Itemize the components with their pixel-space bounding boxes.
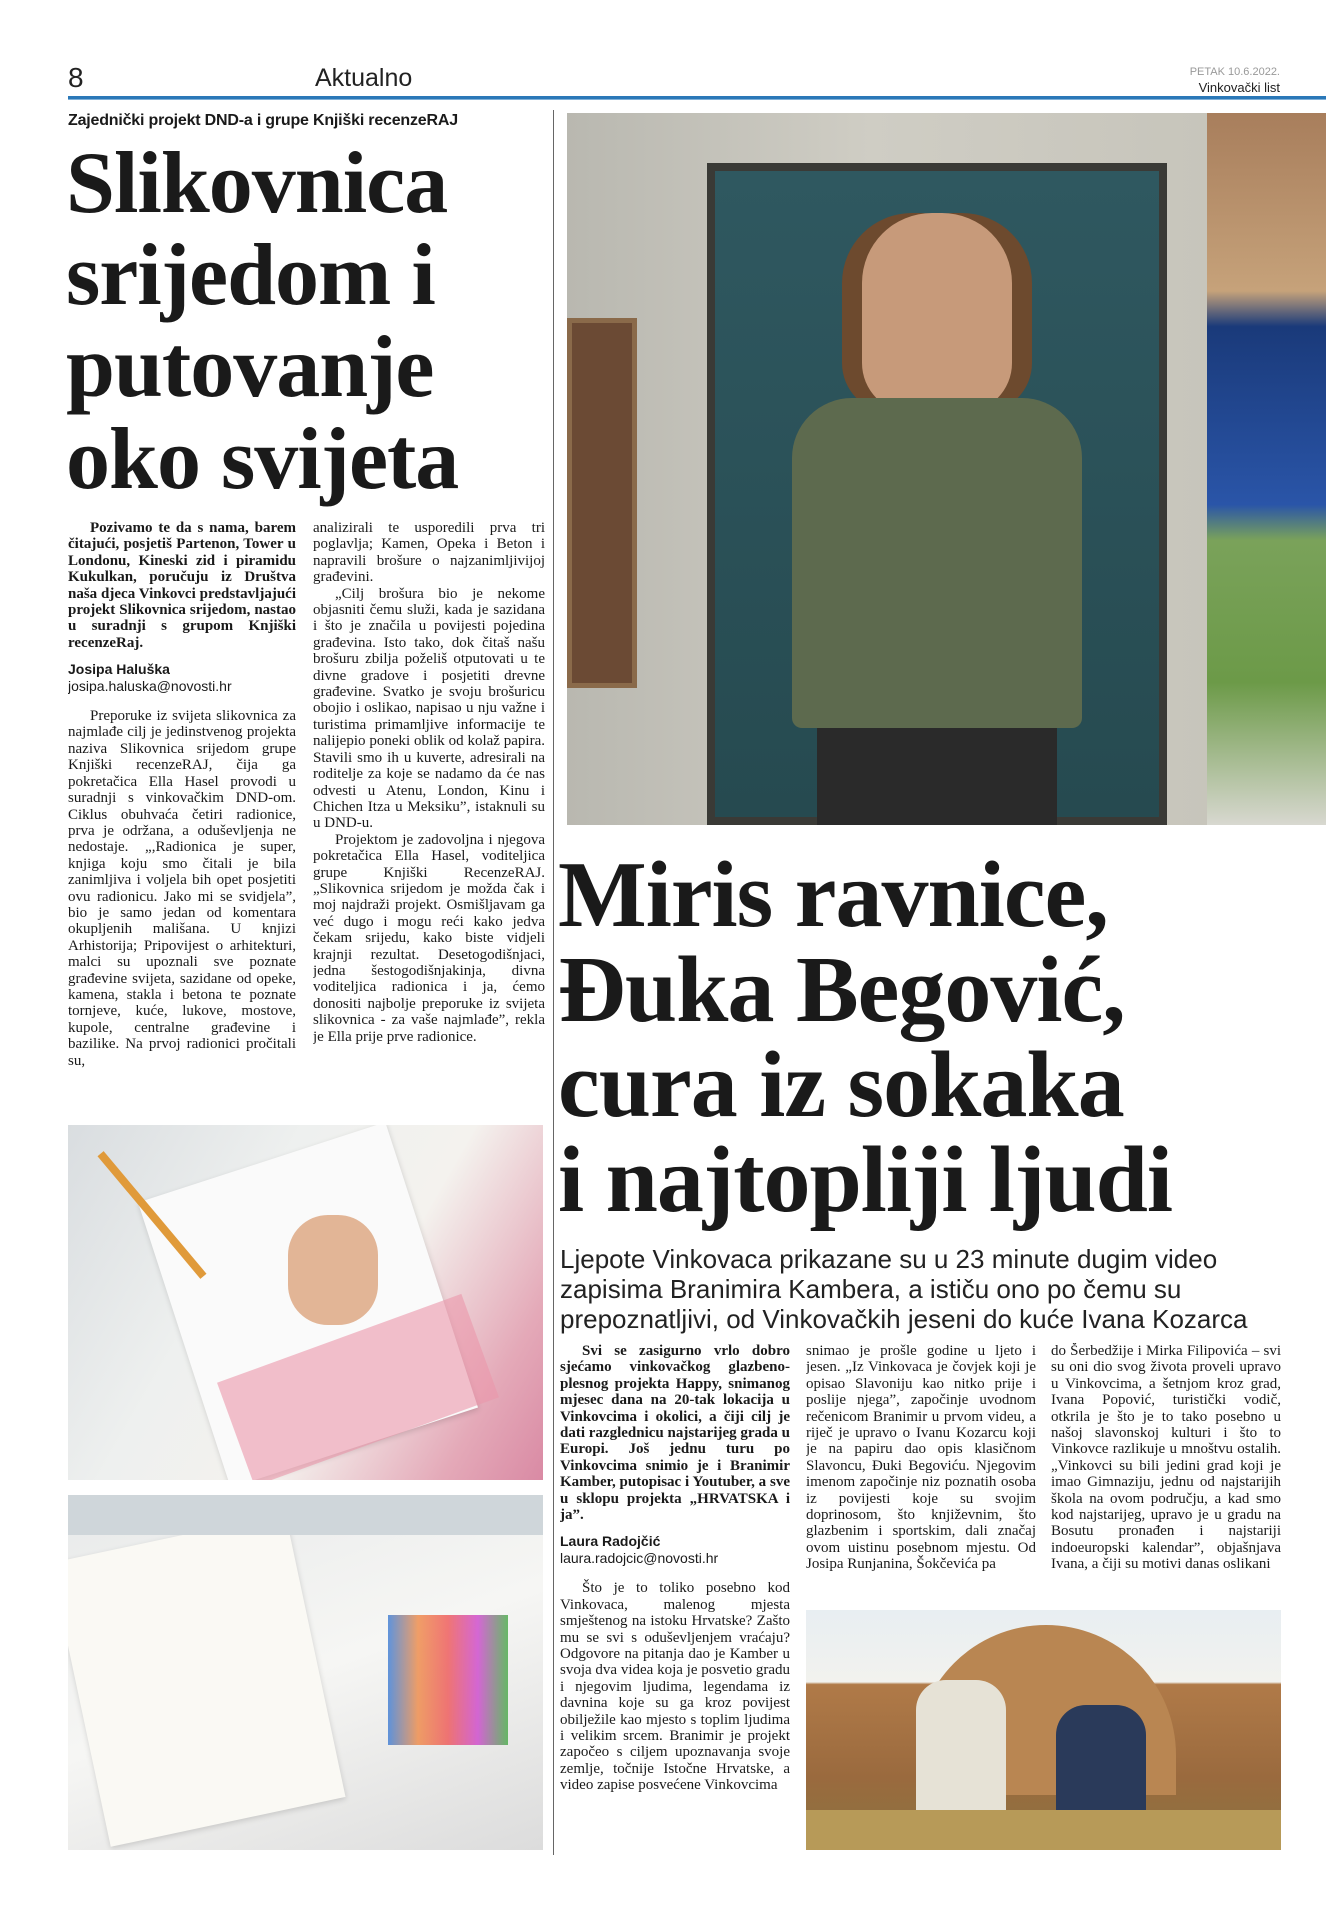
publication-name: Vinkovački list	[1198, 80, 1280, 95]
table-edge	[68, 1495, 543, 1535]
headline-line: oko svijeta	[66, 411, 459, 508]
article1-column-1	[68, 520, 296, 1118]
article2-paragraph: do Šerbedžije i Mirka Filipovića – svi su oni dio svog života proveli upravo u Vinkovcima, a šetnjom kroz grad, Ivana Popović, turistički vodič, otkrila je što je to tako posebno u našoj slavonskoj kulturi i što to Vinkovce razlikuje u mnoštvu ostalih. „Vinkovci su bili jedini grad koji je imao Gimnaziju, jednu od najstarijih škola na ovom području, a kad smo kod najstarijeg, upravo je u gradu na Bosutu pronađen i najstariji indoeuropski kalendar”, objašnjava Ivana, a čiji su motivi danas oslikani	[1051, 1343, 1281, 1573]
article1-headline	[66, 135, 546, 508]
photo-kamber-and-guide	[806, 1610, 1281, 1850]
article1-paragraph: Projektom je zadovoljna i njegova pokretačica Ella Hasel, voditeljica grupe Knjiški RecenzeRAJ. „Slikovnica srijedom je možda čak i moj najdraži projekt. Osmišljavam ga već dugo i mogu reći kako jedva čekam srijedu, kako biste vidjeli krajnji rezultat. Desetogodišnjaci, jedna šestogodišnjakinja, divna voditeljica radionica i ja, ćemo donositi najbolje preporuke iz svijeta slikovnica - za vaše najmlađe”, rekla je Ella prije prve radionice.	[313, 831, 545, 1045]
wall-picture	[567, 318, 637, 688]
article1-email: josipa.haluska@novosti.hr	[68, 677, 232, 694]
headline-line: Miris ravnice,	[558, 843, 1108, 947]
man-head	[862, 213, 1012, 413]
article2-lead: Svi se zasigurno vrlo dobro sjećamo vinkovačkog glazbeno-plesnog projekta Happy, snimanog mjesec dana na 20-tak lokacija u Vinkovcima i okolici, a čiji cilj je dati razglednicu najstarijeg grada u Europi. Još jednu turu po Vinkovcima snimio je i Branimir Kamber, putopisac i Youtuber, a sve u sklopu projekta „HRVATSKA i ja”.	[560, 1343, 790, 1524]
headline-line: Đuka Begović,	[558, 938, 1125, 1042]
workshop-photo-books	[68, 1495, 543, 1850]
child-hand	[288, 1215, 378, 1325]
column-divider	[553, 110, 554, 1855]
headline-line: Slikovnica	[66, 135, 448, 232]
article1-paragraph: Preporuke iz svijeta slikovnica za najmlađe cilj je jedinstvenog projekta naziva Slikovnica srijedom grupe Knjiški recenzeRAJ, čija ga pokretačica Ella Hasel provodi u suradnji s vinkovačkim DND-om. Ciklus obuhvaća četiri radionice, prva je održana, a oduševljenja ne nedostaje. „,Radionica je super, knjiga koju smo čitali je bila zanimljiva i voljela bih opet posjetiti ovu radionicu. Jako mi se svidjela”, bio je samo jedan od komentara okupljenih mališana. U knjizi Arhistorija; Pripovijest o arhitekturi, malci su upoznali sve poznate građevine svijeta, sazidane od opeke, kamena, stakla i betona te poznate tornjeve, kuće, lukove, mostove, kupole, centralne građevine i bazilike. Na prvoj radionici pročitali su,	[68, 708, 296, 1069]
section-title: Aktualno	[315, 64, 413, 92]
open-book	[68, 1513, 346, 1847]
article2-column-1	[560, 1343, 790, 1855]
marker-set	[388, 1615, 508, 1745]
article2-headline	[558, 843, 1288, 1232]
article2-column-3	[1051, 1343, 1281, 1605]
headline-line: cura iz sokaka	[558, 1033, 1124, 1137]
issue-date: PETAK 10.6.2022.	[1189, 66, 1280, 78]
hay-bales	[806, 1810, 1281, 1850]
headline-line: putovanje	[66, 319, 434, 416]
article1-author: Josipa Haluška	[68, 661, 170, 678]
article2-paragraph: Što je to toliko posebno kod Vinkovaca, malenog mjesta smještenog na istoku Hrvatske? Zašto mu se svi s oduševljenjem vraćaju? Odgovore na pitanja dao je Kamber u svoja dva videa koja je posvetio gradu i njegovim ljudima, legendama iz davnina koje su ga kroz povijest obilježile kao mjesto s toplim ljudima i velikim srcem. Branimir je projekt započeo s ciljem upoznavanja svoje zemlje, točnije Istočne Hrvatske, a video zapise posvećene Vinkovcima	[560, 1580, 790, 1794]
workshop-photo-drawing	[68, 1125, 543, 1480]
article1-kicker: Zajednički projekt DND-a i grupe Knjiški recenzeRAJ	[68, 112, 458, 129]
article2-subtitle: Ljepote Vinkovaca prikazane su u 23 minute dugim video zapisima Branimira Kambera, a ističu ono po čemu su prepoznatljivi, od Vinkovačkih jeseni do kuće Ivana Kozarca	[560, 1244, 1248, 1334]
article1-lead: Pozivamo te da s nama, barem čitajući, posjetiš Partenon, Tower u Londonu, Kineski zid i piramidu Kukulkan, poručuju iz Društva naša djeca Vinkovci predstavljajući projekt Slikovnica srijedom, nastao u suradnji s grupom Knjiški recenzeRaj.	[68, 520, 296, 651]
headline-line: i najtopliji ljudi	[558, 1128, 1173, 1232]
header-rule	[68, 96, 1326, 100]
man-shirt	[792, 398, 1082, 728]
postcard-collage	[1207, 113, 1326, 825]
main-photo-portrait	[567, 113, 1326, 825]
headline-line: srijedom i	[66, 227, 435, 324]
article2-paragraph: snimao je prošle godine u ljeto i jesen. „Iz Vinkovaca je čovjek koji je opisao Slavoniju kao nitko prije i poslije njega”, započinje uvodnom rečenicom Branimir u prvom videu, a riječ je upravo o Ivanu Kozarcu koji je na papiru dao opis klasičnom Slavoncu, Đuki Begoviću. Njegovim imenom započinje niz poznatih osoba iz povijesti koje su svojim doprinosom, što književnim, što glazbenim i sportskim, dali značaj ovom uistinu posebnom mjestu. Od Josipa Runjanina, Šokčevića pa	[806, 1343, 1036, 1573]
man-sitting	[916, 1680, 1006, 1830]
article1-paragraph: analizirali te usporedili prva tri poglavlja; Kamen, Opeka i Beton i napravili brošure o najzanimljivijoj građevini.	[313, 520, 545, 586]
page-number: 8	[68, 62, 84, 93]
article2-email: laura.radojcic@novosti.hr	[560, 1549, 719, 1566]
man-trousers	[817, 728, 1057, 825]
article1-paragraph: „Cilj brošura bio je nekome objasniti čemu služi, kada je sazidana i što je značila u povijesti pojedina građevina. Isto tako, dok čitaš našu brošuru zbilja poželiš otputovati u te divne gradove i posjetiti drevne građevine. Svatko je svoju brošuricu obojio i oslikao, napisao u nju važne i turistima primamljive informacije te nalijepio poneki oblik od kolaž papira. Stavili smo ih u kuverte, adresirali na roditelje za koje se nadamo da će nas odvesti u Atenu, London, Kinu i Chichen Itza u Meksiku”, istaknuli su u DND-u.	[313, 585, 545, 832]
article2-column-2	[806, 1343, 1036, 1605]
article2-author: Laura Radojčić	[560, 1533, 661, 1550]
article1-column-2	[313, 520, 545, 1118]
